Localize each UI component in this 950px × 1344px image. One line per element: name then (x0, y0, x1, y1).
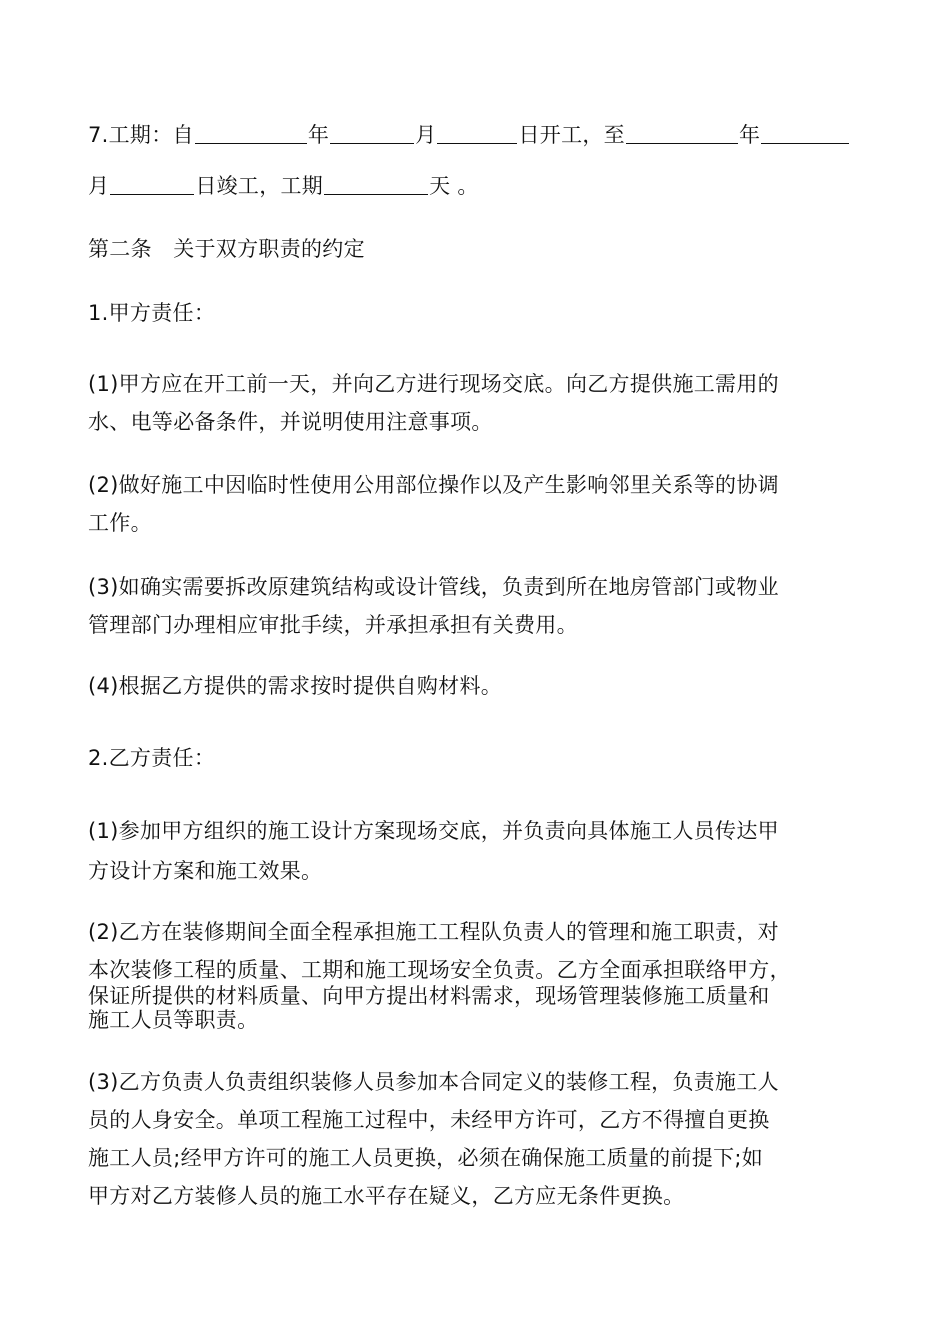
clause-7-line-2 (88, 171, 878, 201)
party-b-item-2-line-2: 本次装修工程的质量、工期和施工现场安全负责。乙方全面承担联络甲方， (88, 958, 791, 982)
end-label: 日竣工，工期 (195, 174, 324, 198)
month-label: 月 (415, 123, 437, 147)
start-day-blank (437, 125, 517, 144)
party-a-item-2-line-2: 工作。 (88, 511, 152, 535)
end-year-blank (626, 125, 738, 144)
end-month-blank-part (761, 125, 849, 144)
party-a-item-1-line-2: 水、电等必备条件，并说明使用注意事项。 (88, 410, 493, 434)
end-day-blank (110, 176, 194, 195)
party-b-item-3-line-1: (3)乙方负责人负责组织装修人员参加本合同定义的装修工程，负责施工人 (88, 1070, 779, 1094)
year-label: 年 (307, 123, 330, 147)
party-b-item-1-line-1: (1)参加甲方组织的施工设计方案现场交底，并负责向具体施工人员传达甲 (88, 819, 779, 843)
party-b-item-1-line-2: 方设计方案和施工效果。 (88, 859, 323, 883)
month-label-2: 月 (88, 174, 110, 198)
party-b-item-2-line-1: (2)乙方在装修期间全面全程承担施工工程队负责人的管理和施工职责，对 (88, 920, 779, 944)
party-a-item-1-line-1: (1)甲方应在开工前一天，并向乙方进行现场交底。向乙方提供施工需用的 (88, 372, 779, 396)
party-a-item-4-line-1: (4)根据乙方提供的需求按时提供自购材料。 (88, 674, 503, 698)
party-b-item-2-line-3: 保证所提供的材料质量、向甲方提出材料需求，现场管理装修施工质量和 (88, 984, 770, 1008)
article-2-title: 第二条 关于双方职责的约定 (88, 237, 365, 261)
party-b-item-3-line-4: 甲方对乙方装修人员的施工水平存在疑义，乙方应无条件更换。 (88, 1184, 685, 1208)
start-label: 日开工，至 (518, 123, 625, 147)
party-a-item-3-line-2: 管理部门办理相应审批手续，并承担承担有关费用。 (88, 613, 578, 637)
party-a-item-2-line-1: (2)做好施工中因临时性使用公用部位操作以及产生影响邻里关系等的协调 (88, 473, 779, 497)
start-month-blank (330, 125, 414, 144)
start-year-blank (195, 125, 307, 144)
clause-7-prefix: 7.工期：自 (88, 123, 194, 147)
days-label: 天 。 (429, 174, 479, 198)
party-a-heading: 1.甲方责任： (88, 301, 216, 325)
clause-7-line-1 (88, 120, 878, 150)
party-b-item-3-line-2: 员的人身安全。单项工程施工过程中，未经甲方许可，乙方不得擅自更换 (88, 1108, 770, 1132)
party-a-item-3-line-1: (3)如确实需要拆改原建筑结构或设计管线，负责到所在地房管部门或物业 (88, 575, 779, 599)
party-b-heading: 2.乙方责任： (88, 746, 216, 770)
party-b-item-3-line-3: 施工人员;经甲方许可的施工人员更换，必须在确保施工质量的前提下;如 (88, 1146, 764, 1170)
duration-blank (324, 176, 428, 195)
party-b-item-2-line-4: 施工人员等职责。 (88, 1008, 259, 1032)
year-label-2: 年 (738, 123, 761, 147)
